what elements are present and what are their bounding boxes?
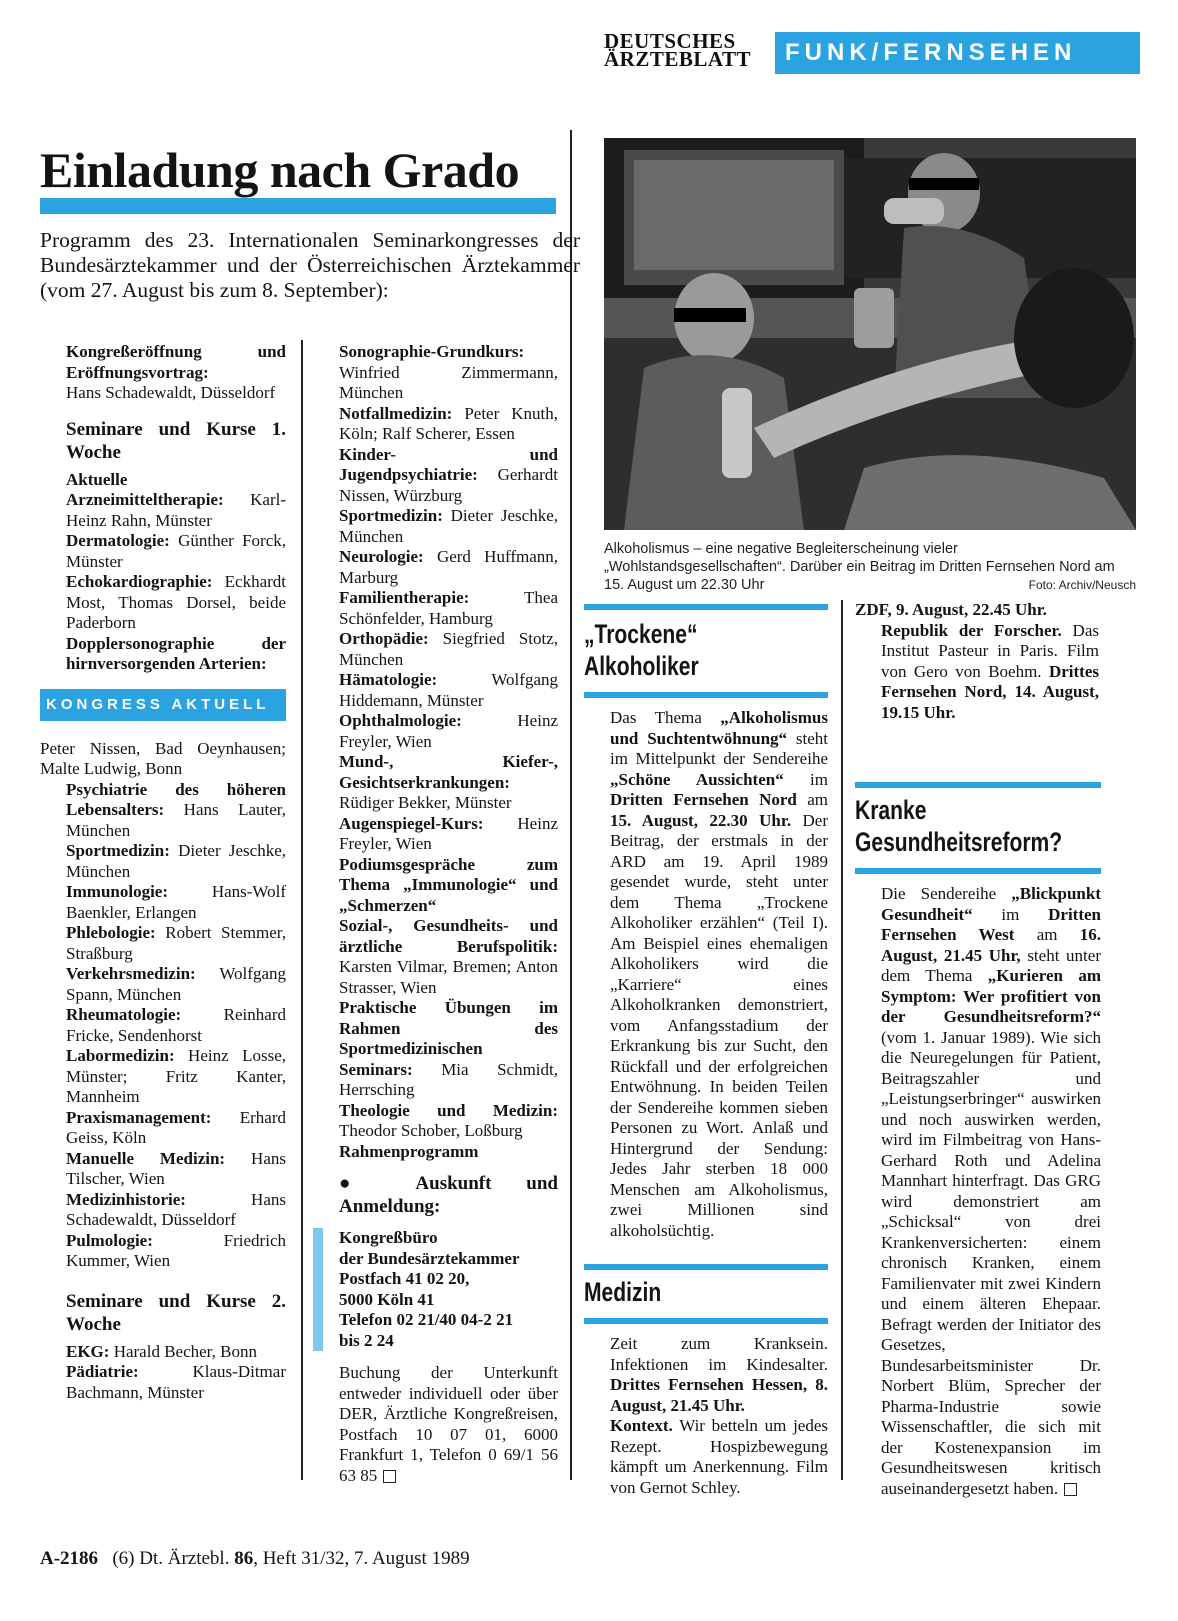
program-entry <box>40 1342 286 1363</box>
entry-topic: Kinder- und Jugendpsychiatrie: <box>339 444 558 484</box>
entry-names: Erhard Geiss, Köln <box>66 1107 286 1147</box>
program-entry <box>313 342 558 404</box>
photo-illustration <box>604 138 1136 530</box>
article-trockene-body: Das Thema „Alkoholismus und Suchtentwöhnung“ steht im Mittelpunkt der Sendereihe „Schöne Aussichten“ im Dritten Fernsehen Nord am 15. August, 22.30 Uhr. Der Beitrag, der erstmals in der ARD am 19. April 1989 gesendet wurde, steht unter dem Thema „Trockene Alkoholiker erzählen“ (Teil I). Am Beispiel eines ehemaligen Alkoholikers wird die „Karriere“ eines Alkoholkranken demonstriert, vom Anfangsstadium der Erkrankung bis zur Sucht, den Rückfall und der erfolgreichen Entwöhnung. In beiden Teilen der Sendereihe kommen sieben Personen zu Wort. Anlaß und Hintergrund der Sendung: Jedes Jahr sterben 18 000 Menschen am Alkoholismus, zwei Millionen sind alkoholsüchtig. <box>610 708 829 1240</box>
entry-names: Heinz Losse, Münster; Fritz Kanter, Mannheim <box>66 1046 286 1106</box>
entry-topic: Theologie und Medizin: <box>339 1100 558 1120</box>
program-entry <box>40 634 286 675</box>
program-entry <box>40 923 286 964</box>
entry-names: Hans Lauter, München <box>66 800 286 840</box>
program-entry <box>313 814 558 855</box>
entry-names: Günther Forck, Münster <box>66 531 286 571</box>
entry-topic: Praktische Übungen im Rahmen des Sportmedizinischen Seminars: <box>339 998 558 1079</box>
program-column-2 <box>313 342 558 1486</box>
entry-topic: Manuelle Medizin: <box>66 1148 226 1168</box>
bullet-icon: ● <box>339 1173 381 1194</box>
entry-topic: Praxismanagement: <box>66 1107 212 1127</box>
program-entry <box>313 1142 558 1163</box>
program-entry <box>313 670 558 711</box>
entry-names: Peter Nissen, Bad Oeynhausen; Malte Ludwig, Bonn <box>40 738 286 778</box>
program-entry <box>40 1005 286 1046</box>
program-entry <box>40 780 286 842</box>
entry-topic: Psychiatrie des höheren Lebensalters: <box>66 779 286 819</box>
entry-names: Winfried Zimmermann, München <box>339 362 558 402</box>
end-mark-icon <box>383 1470 396 1483</box>
entry-names: Hans-Wolf Baenkler, Erlangen <box>66 882 286 922</box>
info-heading: ● Auskunft und Anmeldung: <box>339 1173 558 1217</box>
address-block <box>313 1228 558 1351</box>
entry-names: Hans Tilscher, Wien <box>66 1148 286 1188</box>
entry-topic: EKG: <box>66 1341 110 1361</box>
heading-rule <box>584 1264 828 1270</box>
week2-heading: Seminare und Kurse 2. Woche <box>66 1290 286 1335</box>
program-entry <box>313 404 558 445</box>
entry-topic: Immunologie: <box>66 882 168 901</box>
program-entry <box>40 841 286 882</box>
kongress-aktuell-banner: KONGRESS AKTUELL <box>40 689 286 721</box>
program-entry <box>313 1101 558 1142</box>
entry-names: Siegfried Stotz, München <box>339 629 558 669</box>
program-entry <box>40 1190 286 1231</box>
entry-names: Eckhardt Most, Thomas Dorsel, beide Paderborn <box>66 572 286 632</box>
program-entry <box>313 588 558 629</box>
end-mark-icon <box>1064 1483 1077 1496</box>
entry-topic: Dopplersonographie der hirnversorgenden Arterien: <box>66 633 286 673</box>
article-medizin-body-a: Zeit zum Kranksein. Infektionen im Kindesalter. Drittes Fernsehen Hessen, 8. August, 21.45 Uhr. Kontext. Wir betteln um jedes Rezept. Hospizbewegung kämpft um Anerkennung. Film von Gernot Schley. <box>610 1334 828 1497</box>
entry-topic: Sonographie-Grundkurs: <box>339 342 525 361</box>
entry-topic: Pädiatrie: <box>66 1362 139 1381</box>
program-entry <box>40 531 286 572</box>
entry-topic: Rheumatologie: <box>66 1005 182 1024</box>
heading-rule <box>855 782 1101 788</box>
entry-names: Robert Stemmer, Straßburg <box>66 923 286 963</box>
address-line: bis 2 24 <box>339 1330 394 1350</box>
entry-topic: Neurologie: <box>339 547 424 566</box>
program-entry <box>40 470 286 532</box>
entry-names: Friedrich Kummer, Wien <box>66 1230 286 1270</box>
caption-text: Alkoholismus – eine negative Begleiterscheinung vieler „Wohlstandsgesellschaften“. Darüber ein Beitrag im Dritten Fernsehen Nord am 15. August um 22.30 Uhr <box>604 541 1115 593</box>
article-title: Einladung nach Grado <box>40 142 520 198</box>
program-entry <box>40 1046 286 1108</box>
program-entry <box>40 882 286 923</box>
entry-names: Reinhard Fricke, Sendenhorst <box>66 1005 286 1045</box>
program-entry <box>40 1149 286 1190</box>
entry-names: Wolfgang Spann, München <box>66 964 286 1004</box>
entry-names: Wolfgang Hiddemann, Münster <box>339 670 558 710</box>
entry-topic: Labormedizin: <box>66 1046 175 1065</box>
program-entry <box>313 916 558 998</box>
entry-topic: Dermatologie: <box>66 531 170 550</box>
entry-topic: Orthopädie: <box>339 629 429 648</box>
program-entry <box>40 1362 286 1403</box>
program-entry <box>313 629 558 670</box>
entry-names: Harald Becher, Bonn <box>113 1341 257 1361</box>
logo-line-2: ÄRZTEBLATT <box>604 47 751 71</box>
column-divider <box>301 340 303 1480</box>
column-divider <box>570 130 572 1480</box>
program-entry <box>40 572 286 634</box>
entry-names: Rüdiger Bekker, Münster <box>339 793 512 812</box>
entry-topic: Ophthalmologie: <box>339 711 462 730</box>
heading-rule <box>584 1318 828 1324</box>
photo-caption <box>604 540 1136 594</box>
entry-topic: Augenspiegel-Kurs: <box>339 813 484 833</box>
entry-topic: Notfallmedizin: <box>339 403 453 423</box>
entry-topic: Aktuelle Arzneimitteltherapie: <box>66 469 224 509</box>
entry-names: Heinz Freyler, Wien <box>339 813 558 853</box>
page-number: A-2186 <box>40 1548 99 1569</box>
entry-topic: Phlebologie: <box>66 923 156 942</box>
entry-names: Gerhardt Nissen, Würzburg <box>339 465 558 505</box>
program-entry <box>40 739 286 780</box>
entry-topic: Familientherapie: <box>339 588 470 607</box>
article-medizin-body-b: ZDF, 9. August, 22.45 Uhr. Republik der Forscher. Das Institut Pasteur in Paris. Film von Gero von Boehm. Drittes Fernsehen Nord, 14. August, 19.15 Uhr. <box>855 600 1099 722</box>
photo-credit: Foto: Archiv/Neusch <box>1028 578 1136 592</box>
photo-alcoholism <box>604 138 1136 530</box>
entry-names: Mia Schmidt, Herrsching <box>339 1059 558 1099</box>
entry-topic: Echokardiographie: <box>66 572 213 591</box>
program-entry <box>313 506 558 547</box>
article-intro: Programm des 23. Internationalen Seminarkongresses der Bundesärztekammer und der Österreichischen Ärztekammer (vom 27. August bis zum 8. September): <box>40 228 580 302</box>
program-entry <box>313 855 558 917</box>
trockene-alkoholiker-heading: „Trockene“ Alkoholiker <box>584 619 699 681</box>
entry-names: Gerd Huffmann, Marburg <box>339 547 558 587</box>
address-line: Postfach 41 02 20, <box>339 1269 470 1288</box>
entry-topic: Hämatologie: <box>339 670 438 689</box>
heading-rule <box>855 868 1101 874</box>
entry-topic: Rahmenprogramm <box>339 1141 479 1161</box>
address-line: 5000 Köln 41 <box>339 1289 435 1309</box>
entry-topic: Sportmedizin: <box>339 506 443 525</box>
address-line: Telefon 02 21/40 04-2 21 <box>339 1310 514 1329</box>
program-entry <box>40 1231 286 1272</box>
program-entry <box>313 752 558 814</box>
entry-names: Dieter Jeschke, München <box>339 506 559 546</box>
program-column-1 <box>40 342 286 1403</box>
entry-names: Theodor Schober, Loßburg <box>339 1121 523 1140</box>
entry-names: Klaus-Ditmar Bachmann, Münster <box>66 1362 286 1402</box>
entry-names: Dieter Jeschke, München <box>66 841 287 881</box>
week1-heading: Seminare und Kurse 1. Woche <box>66 418 286 463</box>
title-rule <box>40 198 556 214</box>
program-entry <box>313 445 558 507</box>
entry-names: Karl-Heinz Rahn, Münster <box>66 490 286 530</box>
entry-topic: Sozial-, Gesundheits- und ärztliche Berufspolitik: <box>339 916 558 956</box>
column-divider <box>841 600 843 1480</box>
entry-names: Peter Knuth, Köln; Ralf Scherer, Essen <box>339 403 558 443</box>
entry-names: Hans Schadewaldt, Düsseldorf <box>66 1189 286 1229</box>
program-entry <box>40 1108 286 1149</box>
program-entry <box>313 998 558 1101</box>
entry-names: Karsten Vilmar, Bremen; Anton Strasser, Wien <box>339 957 558 997</box>
entry-names: Heinz Freyler, Wien <box>339 711 558 751</box>
booking-text: Buchung der Unterkunft entweder individuell oder über DER, Ärztliche Kongreßreisen, Postfach 10 07 01, 6000 Frankfurt 1, Telefon 0 69/1 56 63 85 <box>339 1363 558 1485</box>
program-entry <box>313 547 558 588</box>
entry-topic: Sportmedizin: <box>66 841 170 860</box>
logo-line-1: DEUTSCHES <box>604 29 736 53</box>
opening-label: Kongreßeröffnung und Eröffnungsvortrag: <box>66 342 286 382</box>
entry-topic: Mund-, Kiefer-, Gesichtserkrankungen: <box>339 752 558 792</box>
article-gesundheitsreform-body: Die Sendereihe „Blickpunkt Gesundheit“ im Dritten Fernsehen West am 16. August, 21.45 Uhr, steht unter dem Thema „Kurieren am Symptom: Wer profitiert von der Gesundheitsreform?“ (vom 1. Januar 1989). Wie sich die Neuregelungen für Patient, Beitragszahler und „Leistungserbringer“ auswirken und noch auswirken werden, wird im Filmbeitrag von Hans-Gerhard Roth und Adelina Mannhart hinterfragt. Das GRG wird demonstriert am „Schicksal“ von drei Krankenversicherten: einem chronisch Kranken, einem Familienvater mit zwei Kindern und einem älteren Ehepaar. Befragt werden der Initiator des Gesetzes, Bundesarbeitsminister Dr. Norbert Blüm, Sprecher der Pharma-Industrie sowie Wissenschaftler, die sich mit der Kostenexpansion im Gesundheitswesen kritisch auseinandergesetzt haben. <box>881 884 1101 1498</box>
heading-rule <box>584 604 828 610</box>
heading-rule <box>584 692 828 698</box>
entry-topic: Verkehrsmedizin: <box>66 964 196 983</box>
section-banner: FUNK/FERNSEHEN <box>775 32 1140 74</box>
program-entry <box>40 964 286 1005</box>
program-entry <box>313 711 558 752</box>
entry-topic: Podiumsgespräche zum Thema „Immunologie“ und „Schmerzen“ <box>339 854 558 915</box>
medizin-heading: Medizin <box>584 1277 662 1307</box>
entry-topic: Pulmologie: <box>66 1230 153 1250</box>
masthead-logo <box>604 29 751 71</box>
entry-names: Thea Schönfelder, Hamburg <box>339 588 558 628</box>
address-line: Kongreßbüro <box>339 1228 438 1247</box>
address-line: der Bundesärztekammer <box>339 1248 520 1268</box>
entry-topic: Medizinhistorie: <box>66 1189 186 1209</box>
page-footer: A-2186 (6) Dt. Ärztebl. 86, Heft 31/32, 7. August 1989 <box>40 1548 470 1569</box>
opening-name: Hans Schadewaldt, Düsseldorf <box>66 383 276 402</box>
kranke-gesundheitsreform-heading: Kranke Gesundheitsreform? <box>855 795 1063 857</box>
